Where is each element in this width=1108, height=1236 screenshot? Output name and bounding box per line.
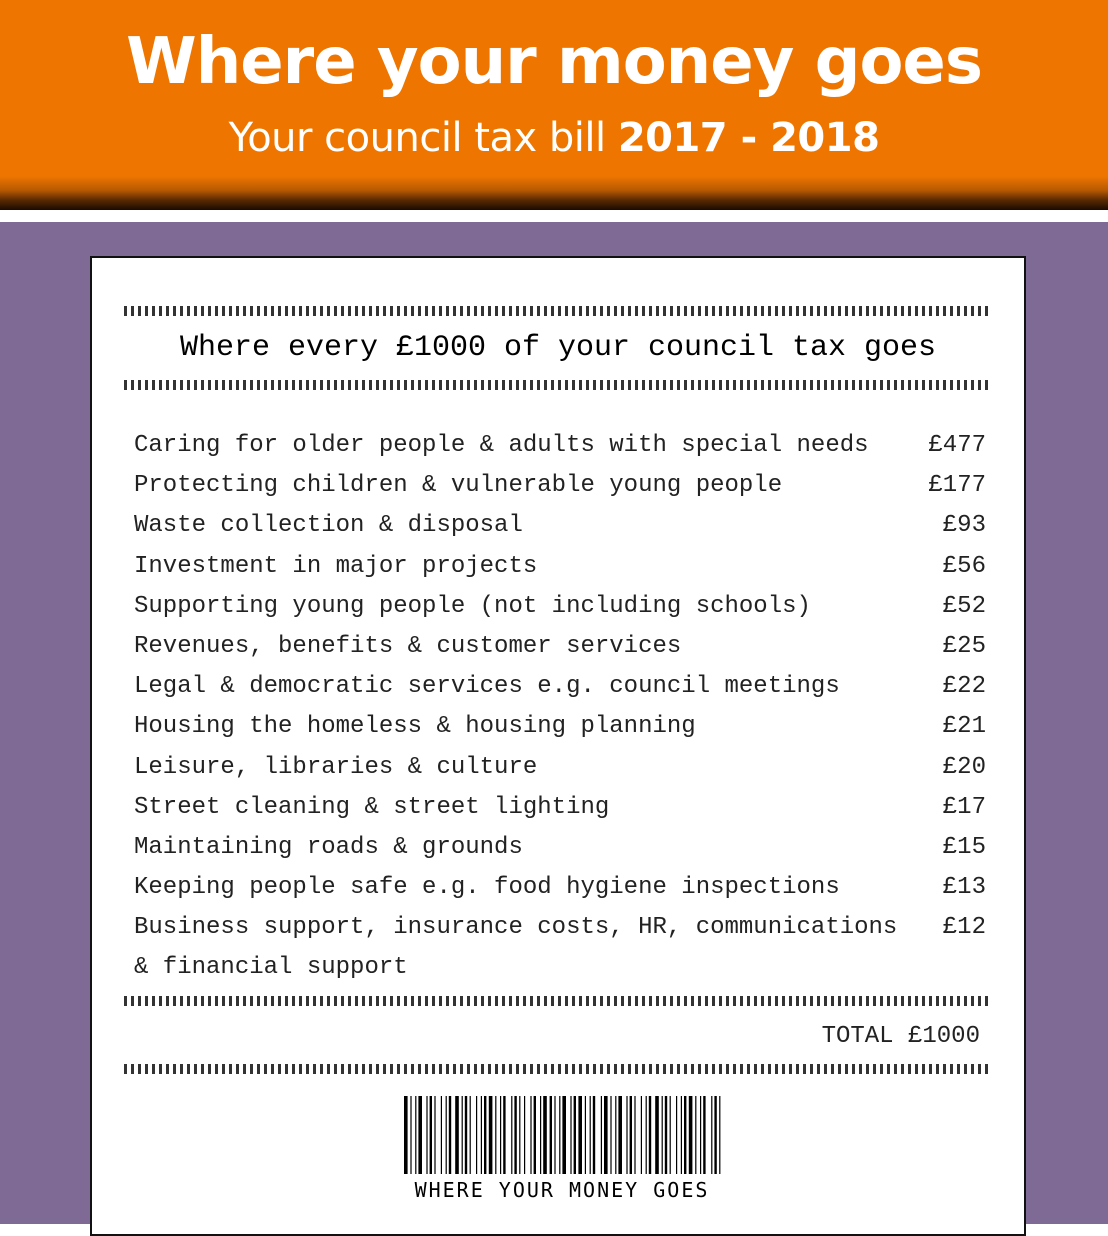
item-amount: £25 — [942, 632, 986, 660]
item-amount: £15 — [942, 833, 986, 861]
item-label: Investment in major projects — [134, 552, 538, 580]
barcode-bar — [484, 1096, 486, 1174]
barcode-bar — [455, 1096, 459, 1174]
receipt-divider-total — [124, 1064, 988, 1074]
receipt-total: TOTAL £1000 — [821, 1023, 980, 1050]
barcode-bar — [593, 1096, 595, 1174]
barcode-bar — [534, 1096, 536, 1174]
barcode-bar — [481, 1096, 482, 1174]
item-amount: £177 — [928, 472, 986, 500]
barcode-bar — [695, 1096, 696, 1174]
barcode-bar — [681, 1096, 682, 1174]
barcode-bar — [410, 1096, 411, 1174]
barcode-bar — [430, 1096, 432, 1174]
barcode-bar — [585, 1096, 586, 1174]
barcode-bar — [543, 1096, 547, 1174]
barcode-bar — [570, 1096, 571, 1174]
barcode-bar — [562, 1096, 566, 1174]
receipt-divider-items — [124, 996, 988, 1006]
barcode-bar — [610, 1096, 611, 1174]
barcode-bar — [604, 1096, 608, 1174]
barcode-bar — [665, 1096, 667, 1174]
item-label: Protecting children & vulnerable young people — [134, 472, 783, 500]
item-amount: £56 — [942, 552, 986, 580]
barcode-bar — [641, 1096, 642, 1174]
barcode-bar — [441, 1096, 442, 1174]
receipt-row — [134, 426, 986, 466]
barcode-bar — [514, 1096, 516, 1174]
item-label: Street cleaning & street lighting — [134, 793, 610, 821]
barcode-bar — [714, 1096, 716, 1174]
barcode-bar — [404, 1096, 408, 1174]
receipt-divider-title — [124, 380, 988, 390]
item-amount: £12 — [942, 914, 986, 942]
receipt-row — [134, 627, 986, 667]
receipt-row — [134, 908, 986, 948]
item-label: Supporting young people (not including schools) — [134, 592, 811, 620]
barcode-bar — [465, 1096, 467, 1174]
item-amount: £13 — [942, 874, 986, 902]
barcode-caption: WHERE YOUR MONEY GOES — [414, 1178, 710, 1202]
barcode-bar — [676, 1096, 677, 1174]
receipt-row — [134, 828, 986, 868]
receipt-row — [134, 547, 986, 587]
item-amount: £93 — [942, 512, 986, 540]
barcode-bar — [574, 1096, 576, 1174]
receipt-row — [134, 707, 986, 747]
barcode-bar — [530, 1096, 531, 1174]
barcode-bar — [662, 1096, 663, 1174]
barcode-bar — [703, 1096, 705, 1174]
barcode-bar — [519, 1096, 520, 1174]
barcode-bar — [489, 1096, 493, 1174]
barcode-bar — [630, 1096, 632, 1174]
item-label: & financial support — [134, 954, 408, 982]
page-header — [0, 0, 1108, 210]
barcode-bar — [415, 1096, 416, 1174]
subtitle-prefix: Your council tax bill — [228, 115, 618, 161]
item-amount: £20 — [942, 753, 986, 781]
receipt-row — [134, 587, 986, 627]
barcode-bar — [700, 1096, 701, 1174]
receipt-row — [134, 788, 986, 828]
barcode-bar — [559, 1096, 560, 1174]
barcode-bar — [449, 1096, 451, 1174]
item-label: Business support, insurance costs, HR, communications — [134, 914, 898, 942]
barcode-bar — [495, 1096, 496, 1174]
barcode-bar — [524, 1096, 525, 1174]
receipt-row — [134, 748, 986, 788]
barcode-bar — [684, 1096, 686, 1174]
barcode-bar — [426, 1096, 427, 1174]
barcode-bar — [500, 1096, 501, 1174]
barcode-bar — [655, 1096, 659, 1174]
barcode-bar — [601, 1096, 602, 1174]
barcode-bar — [418, 1096, 422, 1174]
barcode-bar — [719, 1096, 720, 1174]
item-label: Revenues, benefits & customer services — [134, 632, 682, 660]
receipt-items — [134, 426, 986, 989]
item-amount: £22 — [942, 673, 986, 701]
barcode-bar — [649, 1096, 651, 1174]
item-label: Keeping people safe e.g. food hygiene inspections — [134, 874, 840, 902]
barcode-bar — [578, 1096, 582, 1174]
item-amount: £17 — [942, 793, 986, 821]
item-label: Leisure, libraries & culture — [134, 753, 538, 781]
page-subtitle — [0, 110, 1108, 166]
barcode-bar — [540, 1096, 541, 1174]
barcode-bar — [470, 1096, 471, 1174]
receipt-card — [90, 256, 1026, 1236]
page-title: Where your money goes — [126, 25, 982, 99]
receipt-row — [134, 466, 986, 506]
item-label: Caring for older people & adults with special needs — [134, 432, 869, 459]
barcode-bar — [554, 1096, 555, 1174]
receipt-row — [134, 948, 986, 988]
item-amount: £477 — [928, 432, 986, 459]
barcode-bar — [711, 1096, 712, 1174]
receipt-title: Where every £1000 of your council tax goes — [179, 331, 937, 365]
subtitle-year: 2017 - 2018 — [617, 115, 880, 161]
barcode-bar — [446, 1096, 447, 1174]
item-amount: £21 — [942, 713, 986, 741]
barcode-bar — [646, 1096, 647, 1174]
receipt-row — [134, 506, 986, 546]
item-label: Waste collection & disposal — [134, 512, 523, 540]
barcode-bar — [689, 1096, 693, 1174]
item-label: Housing the homeless & housing planning — [134, 713, 696, 741]
barcode-bar — [634, 1096, 635, 1174]
barcode-bar — [615, 1096, 616, 1174]
barcode-bar — [503, 1096, 505, 1174]
barcode-bars-icon — [402, 1096, 722, 1174]
barcode-bar — [626, 1096, 627, 1174]
barcode-bar — [590, 1096, 591, 1174]
barcode-bar — [670, 1096, 671, 1174]
receipt-row — [134, 667, 986, 707]
barcode-bar — [550, 1096, 552, 1174]
barcode-bar — [434, 1096, 435, 1174]
item-label: Maintaining roads & grounds — [134, 833, 523, 861]
item-label: Legal & democratic services e.g. council meetings — [134, 673, 840, 701]
receipt-divider-top — [124, 306, 988, 316]
barcode-bar — [462, 1096, 463, 1174]
barcode-bar — [618, 1096, 622, 1174]
barcode-bar — [511, 1096, 512, 1174]
barcode-bar — [476, 1096, 477, 1174]
item-amount: £52 — [942, 592, 986, 620]
barcode — [392, 1096, 732, 1206]
receipt-row — [134, 868, 986, 908]
